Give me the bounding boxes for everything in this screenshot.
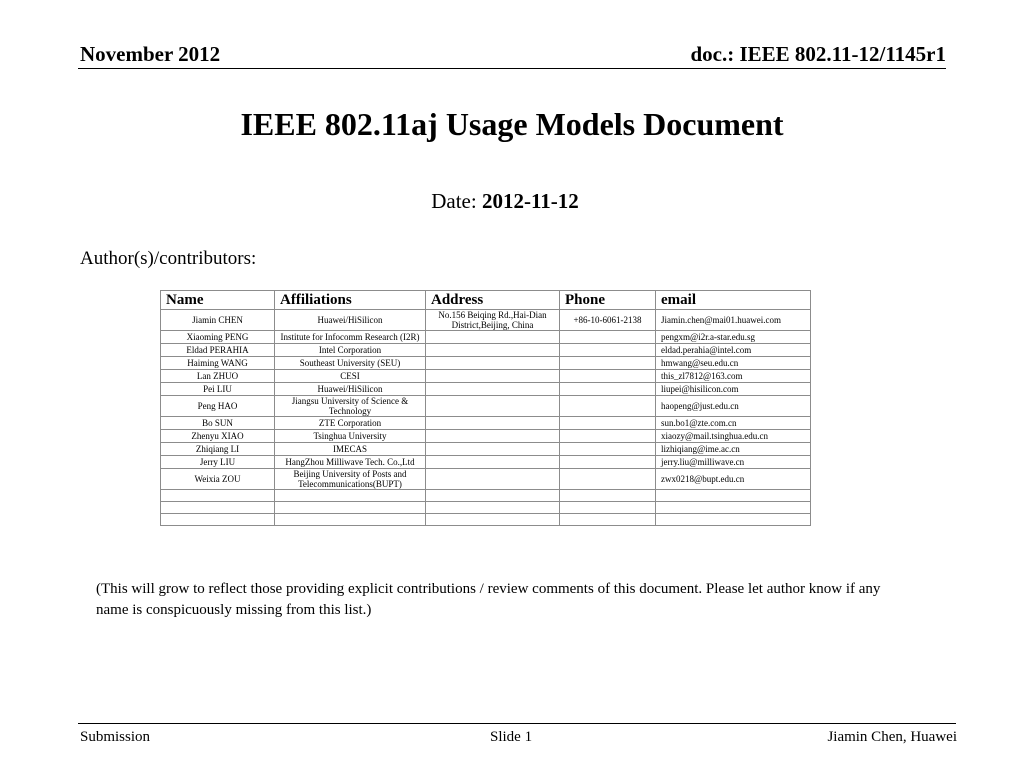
affiliation-cell: Tsinghua University <box>275 430 426 443</box>
email-cell: sun.bo1@zte.com.cn <box>656 417 811 430</box>
phone-cell <box>560 331 656 344</box>
address-cell: No.156 Beiqing Rd.,Hai-Dian District,Beijing, China <box>426 310 560 331</box>
address-cell <box>426 443 560 456</box>
name-cell: Xiaoming PENG <box>161 331 275 344</box>
address-cell <box>426 502 560 514</box>
table-row <box>161 502 811 514</box>
phone-cell <box>560 370 656 383</box>
affiliation-cell: Jiangsu University of Science & Technology <box>275 396 426 417</box>
phone-cell <box>560 443 656 456</box>
contributors-note: (This will grow to reflect those providing explicit contributions / review comments of this document. Please let author know if any name is conspicuously missing from this list.) <box>96 581 881 618</box>
affiliation-cell: Southeast University (SEU) <box>275 357 426 370</box>
footer-author: Jiamin Chen, Huawei <box>827 729 957 745</box>
name-cell: Zhenyu XIAO <box>161 430 275 443</box>
table-row <box>161 514 811 526</box>
address-cell <box>426 357 560 370</box>
authors-table <box>160 290 811 526</box>
column-header-phone: Phone <box>560 291 656 310</box>
name-cell: Peng HAO <box>161 396 275 417</box>
table-row <box>161 456 811 469</box>
footer-slide-number: Slide 1 <box>490 729 533 745</box>
table-header-row <box>161 291 811 310</box>
name-cell: Bo SUN <box>161 417 275 430</box>
table-row <box>161 370 811 383</box>
table-row <box>161 417 811 430</box>
phone-cell: +86-10-6061-2138 <box>560 310 656 331</box>
affiliation-cell: Huawei/HiSilicon <box>275 383 426 396</box>
phone-cell <box>560 469 656 490</box>
email-cell: zwx0218@bupt.edu.cn <box>656 469 811 490</box>
email-cell: liupei@hisilicon.com <box>656 383 811 396</box>
email-cell <box>656 490 811 502</box>
page-title: IEEE 802.11aj Usage Models Document <box>240 106 784 142</box>
address-cell <box>426 456 560 469</box>
table-row <box>161 344 811 357</box>
header-date: November 2012 <box>80 42 221 66</box>
column-header-name: Name <box>161 291 275 310</box>
affiliation-cell <box>275 490 426 502</box>
table-row <box>161 396 811 417</box>
affiliation-cell: Institute for Infocomm Research (I2R) <box>275 331 426 344</box>
affiliation-cell: Beijing University of Posts and Telecommunications(BUPT) <box>275 469 426 490</box>
name-cell: Weixia ZOU <box>161 469 275 490</box>
name-cell: Jiamin CHEN <box>161 310 275 331</box>
name-cell <box>161 502 275 514</box>
table-row <box>161 469 811 490</box>
email-cell: jerry.liu@milliwave.cn <box>656 456 811 469</box>
table-row <box>161 490 811 502</box>
address-cell <box>426 469 560 490</box>
affiliation-cell: ZTE Corporation <box>275 417 426 430</box>
address-cell <box>426 417 560 430</box>
address-cell <box>426 344 560 357</box>
affiliation-cell: IMECAS <box>275 443 426 456</box>
phone-cell <box>560 456 656 469</box>
table-row <box>161 310 811 331</box>
header-rule <box>78 68 946 69</box>
column-header-address: Address <box>426 291 560 310</box>
phone-cell <box>560 502 656 514</box>
footer-rule <box>78 723 956 724</box>
table-row <box>161 331 811 344</box>
date-value: 2012-11-12 <box>481 189 579 213</box>
authors-label: Author(s)/contributors: <box>80 248 257 269</box>
affiliation-cell: CESI <box>275 370 426 383</box>
affiliation-cell <box>275 514 426 526</box>
address-cell <box>426 396 560 417</box>
phone-cell <box>560 490 656 502</box>
name-cell: Pei LIU <box>161 383 275 396</box>
column-header-email: email <box>656 291 811 310</box>
phone-cell <box>560 417 656 430</box>
email-cell: xiaozy@mail.tsinghua.edu.cn <box>656 430 811 443</box>
phone-cell <box>560 396 656 417</box>
address-cell <box>426 514 560 526</box>
email-cell <box>656 514 811 526</box>
address-cell <box>426 490 560 502</box>
table-row <box>161 443 811 456</box>
name-cell: Zhiqiang LI <box>161 443 275 456</box>
email-cell: haopeng@just.edu.cn <box>656 396 811 417</box>
phone-cell <box>560 514 656 526</box>
affiliation-cell: HangZhou Milliwave Tech. Co.,Ltd <box>275 456 426 469</box>
name-cell: Lan ZHUO <box>161 370 275 383</box>
table-row <box>161 430 811 443</box>
table-row <box>161 383 811 396</box>
header-doc-id: doc.: IEEE 802.11-12/1145r1 <box>690 42 946 66</box>
affiliation-cell: Intel Corporation <box>275 344 426 357</box>
affiliation-cell <box>275 502 426 514</box>
footer-submission: Submission <box>80 729 151 745</box>
table-row <box>161 357 811 370</box>
email-cell: lizhiqiang@ime.ac.cn <box>656 443 811 456</box>
name-cell: Eldad PERAHIA <box>161 344 275 357</box>
name-cell <box>161 514 275 526</box>
phone-cell <box>560 383 656 396</box>
address-cell <box>426 430 560 443</box>
column-header-affiliations: Affiliations <box>275 291 426 310</box>
email-cell: pengxm@i2r.a-star.edu.sg <box>656 331 811 344</box>
affiliation-cell: Huawei/HiSilicon <box>275 310 426 331</box>
address-cell <box>426 370 560 383</box>
phone-cell <box>560 430 656 443</box>
email-cell <box>656 502 811 514</box>
name-cell: Jerry LIU <box>161 456 275 469</box>
name-cell <box>161 490 275 502</box>
email-cell: eldad.perahia@intel.com <box>656 344 811 357</box>
phone-cell <box>560 344 656 357</box>
email-cell: Jiamin.chen@mai01.huawei.com <box>656 310 811 331</box>
address-cell <box>426 331 560 344</box>
email-cell: hmwang@seu.edu.cn <box>656 357 811 370</box>
phone-cell <box>560 357 656 370</box>
date-label: Date: <box>431 189 477 213</box>
date-line <box>0 189 1010 214</box>
name-cell: Haiming WANG <box>161 357 275 370</box>
email-cell: this_zl7812@163.com <box>656 370 811 383</box>
address-cell <box>426 383 560 396</box>
